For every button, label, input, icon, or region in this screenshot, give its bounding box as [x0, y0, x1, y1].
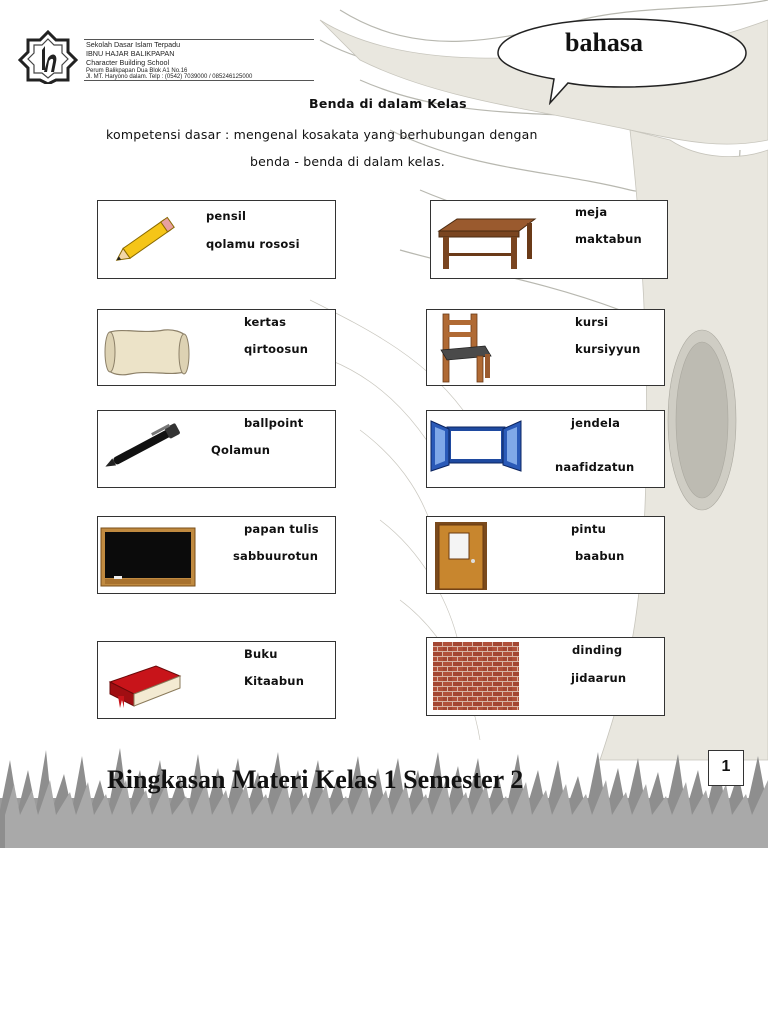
vocab-card-jendela: [426, 410, 665, 488]
vocab-word: jendela: [571, 416, 621, 430]
school-line-4: Perum Balikpapan Dua Blok A1 No.16: [86, 68, 188, 74]
vocab-card-papan-tulis: [97, 516, 336, 594]
vocab-card-pintu: [426, 516, 665, 594]
school-line-3: Character Building School: [86, 58, 170, 67]
chair-icon: [433, 312, 493, 384]
vocab-word: papan tulis: [244, 522, 319, 536]
vocab-translation: naafidzatun: [555, 460, 635, 474]
vocab-translation: qirtoosun: [244, 342, 309, 356]
vocab-translation: maktabun: [575, 232, 642, 246]
vocab-word: Buku: [244, 647, 278, 661]
vocab-translation: qolamu rososi: [206, 237, 300, 251]
vocab-card-dinding: [426, 637, 665, 716]
vocab-word: kertas: [244, 315, 287, 329]
header-rule-top: [84, 39, 314, 40]
vocab-translation: sabbuurotun: [233, 549, 319, 563]
vocab-card-ballpoint: [97, 410, 336, 488]
footer-title: Ringkasan Materi Kelas 1 Semester 2: [107, 765, 524, 794]
vocab-word: pensil: [206, 209, 247, 223]
window-icon: [429, 417, 523, 473]
vocab-word: pintu: [571, 522, 607, 536]
school-line-1: Sekolah Dasar Islam Terpadu: [86, 40, 181, 49]
vocab-card-buku: [97, 641, 336, 719]
school-logo: [18, 30, 78, 84]
pencil-icon: [108, 209, 186, 269]
table-icon: [435, 213, 539, 271]
vocab-word: ballpoint: [244, 416, 304, 430]
door-icon: [433, 521, 489, 591]
vocab-word: kursi: [575, 315, 609, 329]
blackboard-icon: [100, 527, 196, 587]
vocab-translation: kursiyyun: [575, 342, 641, 356]
lesson-title: Benda di dalam Kelas: [309, 96, 467, 111]
competency-line-2: benda - benda di dalam kelas.: [250, 154, 445, 169]
vocab-card-kursi: [426, 309, 665, 386]
pen-icon: [100, 415, 192, 475]
school-line-2: IBNU HAJAR BALIKPAPAN: [86, 49, 175, 58]
subject-label: bahasa: [565, 28, 644, 57]
header-rule-bottom: [84, 80, 314, 81]
page-number: 1: [708, 750, 744, 786]
vocab-card-kertas: [97, 309, 336, 386]
brick-wall-icon: [433, 642, 519, 710]
vocab-translation: Qolamun: [211, 443, 271, 457]
paper-scroll-icon: [104, 326, 190, 378]
competency-line-1: kompetensi dasar : mengenal kosakata yang berhubungan dengan: [106, 127, 538, 142]
vocab-card-pensil: [97, 200, 336, 279]
vocab-translation: Kitaabun: [244, 674, 305, 688]
vocab-card-meja: [430, 200, 668, 279]
vocab-translation: jidaarun: [571, 671, 627, 685]
school-line-5: Jl. MT. Haryono dalam. Telp : (0542) 7039000 / 085246125000: [86, 74, 253, 80]
vocab-translation: baabun: [575, 549, 625, 563]
book-icon: [106, 660, 184, 710]
vocab-word: dinding: [572, 643, 623, 657]
vocab-word: meja: [575, 205, 608, 219]
